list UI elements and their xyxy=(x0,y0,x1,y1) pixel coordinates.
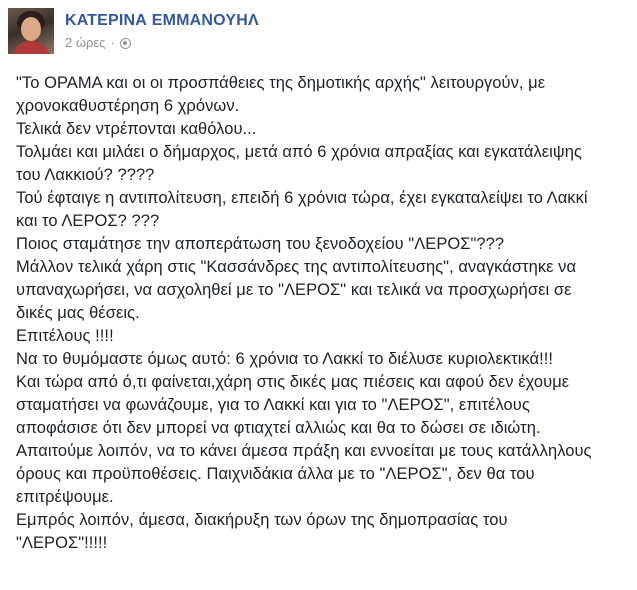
post-line: Τού έφταιγε η αντιπολίτευση, επειδή 6 χρόνια τώρα, έχει εγκαταλείψει το Λακκί xyxy=(16,189,588,207)
post-header xyxy=(8,8,259,56)
post-line: Απαιτούμε λοιπόν, να το κάνει άμεσα πράξη και εννοείται με τους κατάλληλους xyxy=(16,442,592,460)
post-meta xyxy=(65,35,259,51)
post-line: "Το ΟΡΑΜΑ και οι οι προσπάθειες της δημοτικής αρχής" λειτουργούν, με xyxy=(16,74,546,92)
post-body xyxy=(16,72,628,555)
post-line: Εμπρός λοιπόν, άμεσα, διακήρυξη των όρων της δημοπρασίας του xyxy=(16,511,508,529)
globe-icon[interactable] xyxy=(120,38,131,49)
post-line: Επιτέλους !!!! xyxy=(16,327,114,345)
post-line: όρους και προϋποθέσεις. Παιχνιδάκια άλλα με το "ΛΕΡΟΣ", δεν θα του xyxy=(16,465,535,483)
post-line: επιτρέψουμε. xyxy=(16,488,114,506)
post-line: σταματήσει να φωνάζουμε, για το Λακκί και για το "ΛΕΡΟΣ", επιτέλους xyxy=(16,396,530,414)
header-text xyxy=(65,12,259,51)
avatar[interactable] xyxy=(8,8,54,54)
timestamp-link[interactable]: 2 ώρες xyxy=(65,35,106,50)
meta-separator: · xyxy=(110,35,115,50)
post-line: Να το θυμόμαστε όμως αυτό: 6 χρόνια το Λακκί το διέλυσε κυριολεκτικά!!! xyxy=(16,350,554,368)
post-line: δικές μας θέσεις. xyxy=(16,304,140,322)
post-line: Και τώρα από ό,τι φαίνεται,χάρη στις δικές μας πιέσεις και αφού δεν έχουμε xyxy=(16,373,570,391)
avatar-body-shape xyxy=(12,41,50,54)
post-line: Τελικά δεν ντρέπονται καθόλου... xyxy=(16,120,257,138)
post-line: Τολμάει και μιλάει ο δήμαρχος, μετά από 6 χρόνια απραξίας και εγκατάλειψης xyxy=(16,143,582,161)
post-line: υπαναχωρήσει, να ασχοληθεί με το "ΛΕΡΟΣ" και τελικά να προσχωρήσει σε xyxy=(16,281,572,299)
post-line: χρονοκαθυστέρηση 6 χρόνων. xyxy=(16,97,240,115)
post-line: Ποιος σταμάτησε την αποπεράτωση του ξενοδοχείου "ΛΕΡΟΣ"??? xyxy=(16,235,505,253)
author-name-link[interactable]: ΚΑΤΕΡΙΝΑ ΕΜΜΑΝΟΥΗΛ xyxy=(65,12,259,29)
post-line: του Λακκιού? ???? xyxy=(16,166,155,184)
post-line: και το ΛΕΡΟΣ? ??? xyxy=(16,212,160,230)
post-line: "ΛΕΡΟΣ"!!!!! xyxy=(16,534,108,552)
post-line: Μάλλον τελικά χάρη στις "Κασσάνδρες της αντιπολίτευσης", αναγκάστηκε να xyxy=(16,258,577,276)
avatar-face-shape xyxy=(21,17,41,41)
post-line: αποφάσισε ότι δεν μπορεί να φτιαχτεί αλλιώς και θα το δώσει σε ιδιώτη. xyxy=(16,419,541,437)
